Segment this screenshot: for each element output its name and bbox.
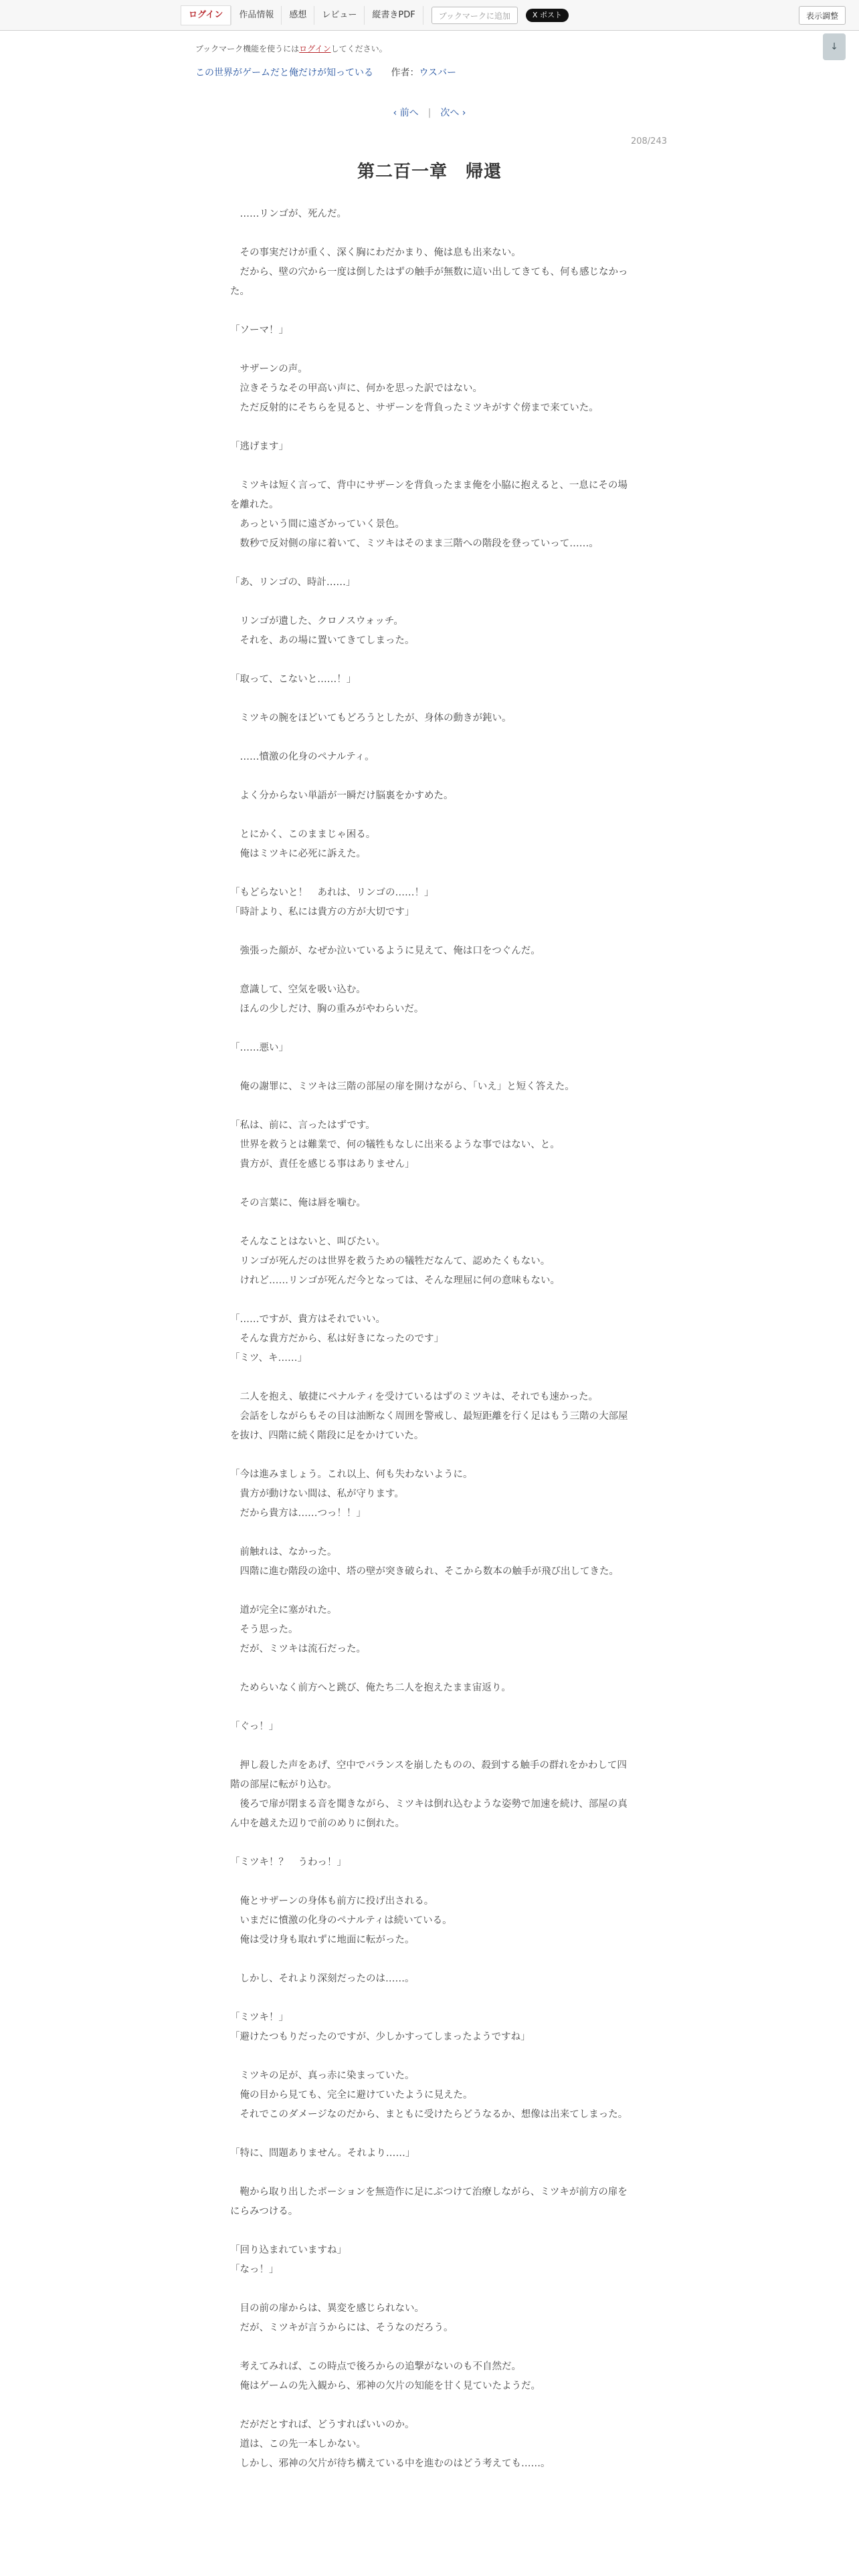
body-line: 「……悪い」 — [230, 1043, 288, 1053]
body-line: あっという間に遠ざかっていく景色。 — [230, 519, 405, 530]
body-line: 目の前の扉からは、異変を感じられない。 — [230, 2303, 424, 2314]
body-line: その言葉に、俺は唇を噛む。 — [230, 1198, 366, 1208]
body-line: ミツキの足が、真っ赤に染まっていた。 — [230, 2070, 415, 2081]
body-line: それを、あの場に置いてきてしまった。 — [230, 635, 415, 646]
body-line: だが、ミツキが言うからには、そうなのだろう。 — [230, 2323, 454, 2333]
body-line: 俺はゲームの先入観から、邪神の欠片の知能を甘く見ていたようだ。 — [230, 2381, 541, 2391]
body-line: それでこのダメージなのだから、まともに受けたらどうなるか、想像は出来てしまった。 — [230, 2109, 628, 2120]
body-line: 道は、この先一本しかない。 — [230, 2439, 366, 2450]
nav-work-info[interactable]: 作品情報 — [231, 6, 281, 25]
body-line: 俺の目から見ても、完全に避けていたように見えた。 — [230, 2090, 473, 2101]
body-line — [230, 922, 632, 942]
body-line: 「もどらないと！ あれは、リンゴの……！」 — [230, 887, 434, 898]
body-line: 「ミツキ！？ うわっ！」 — [230, 1857, 347, 1868]
body-line: 俺はミツキに必死に訴えた。 — [230, 849, 366, 859]
body-line: いまだに憤激の化身のペナルティは続いている。 — [230, 1915, 452, 1926]
body-line: 「ソーマ！」 — [230, 325, 288, 336]
body-line — [230, 1213, 632, 1232]
body-line — [230, 689, 632, 709]
next-chapter-link[interactable]: 次へ › — [440, 108, 466, 118]
body-line: サザーンの声。 — [230, 364, 308, 374]
body-line — [230, 1872, 632, 1892]
body-line: ……憤激の化身のペナルティ。 — [230, 752, 375, 762]
body-line: ミツキの腕をほどいてもどろうとしたが、身体の動きが鈍い。 — [230, 713, 512, 724]
body-line — [230, 1291, 632, 1310]
add-bookmark-button[interactable]: ブックマークに追加 — [432, 7, 518, 24]
body-line: ただ反射的にそちらを見ると、サザーンを背負ったミツキがすぐ傍まで来ていた。 — [230, 403, 599, 413]
body-line — [230, 1950, 632, 1969]
body-line: けれど……リンゴが死んだ今となっては、そんな理屈に何の意味もない。 — [230, 1275, 560, 1286]
body-line — [230, 1989, 632, 2008]
body-line — [230, 593, 632, 612]
body-line — [230, 864, 632, 883]
body-line: その事実だけが重く、深く胸にわだかまり、俺は息も出来ない。 — [230, 247, 521, 258]
x-post-button[interactable]: X ポスト — [526, 9, 569, 22]
body-line — [230, 1097, 632, 1116]
body-line: 道が完全に塞がれた。 — [230, 1605, 337, 1616]
body-line: そう思った。 — [230, 1624, 298, 1635]
body-line: 「ミツ、キ……」 — [230, 1353, 307, 1364]
body-line: だから貴方は……つっ！！」 — [230, 1508, 366, 1519]
body-line: ほんの少しだけ、胸の重みがやわらいだ。 — [230, 1004, 424, 1014]
body-line: 世界を救うとは難業で、何の犠牲もなしに出来るような事ではない、と。 — [230, 1140, 560, 1150]
body-line: 考えてみれば、この時点で後ろからの追撃がないのも不自然だ。 — [230, 2361, 521, 2372]
body-line — [230, 2125, 632, 2144]
body-line: 二人を抱え、敏捷にペナルティを受けているはずのミツキは、それでも速かった。 — [230, 1392, 598, 1402]
body-line: 後ろで扉が閉まる音を聞きながら、ミツキは倒れ込むような姿勢で加速を続け、部屋の真ん中を越えた辺りで前のめりに倒れた。 — [230, 1799, 628, 1829]
body-line — [230, 961, 632, 980]
body-line: 強張った顔が、なぜか泣いているように見えて、俺は口をつぐんだ。 — [230, 946, 541, 956]
body-line — [230, 1174, 632, 1194]
body-line: よく分からない単語が一瞬だけ脳裏をかすめた。 — [230, 790, 454, 801]
nav-vertical-pdf[interactable]: 縦書きPDF — [364, 6, 423, 25]
body-line: 俺は受け身も取れずに地面に転がった。 — [230, 1935, 415, 1945]
novel-body — [230, 205, 632, 2474]
body-line — [230, 806, 632, 825]
body-line: 「ミツキ！」 — [230, 2012, 288, 2023]
body-line: 貴方が動けない間は、私が守ります。 — [230, 1489, 404, 1499]
body-line — [230, 457, 632, 476]
body-line — [230, 2047, 632, 2066]
body-line: 前触れは、なかった。 — [230, 1547, 337, 1558]
body-line — [230, 2280, 632, 2299]
body-line: リンゴが死んだのは世界を救うための犠牲だなんて、認めたくもない。 — [230, 1256, 551, 1267]
body-line — [230, 1582, 632, 1601]
body-line: だが、ミツキは流石だった。 — [230, 1644, 366, 1654]
body-line: 俺とサザーンの身体も前方に投げ出される。 — [230, 1896, 434, 1907]
body-line — [230, 1368, 632, 1388]
body-line — [230, 1698, 632, 1717]
body-line: ためらいなく前方へと跳び、俺たち二人を抱えたまま宙返り。 — [230, 1683, 511, 1693]
body-line: 「今は進みましょう。これ以上、何も失わないように。 — [230, 1469, 473, 1480]
body-line: とにかく、このままじゃ困る。 — [230, 829, 376, 840]
pager-separator: | — [427, 108, 432, 118]
bookmark-login-notice — [195, 43, 387, 54]
notice-prefix: ブックマーク機能を使うには — [195, 44, 300, 53]
chapter-pager — [0, 106, 859, 119]
body-line: リンゴが遺した、クロノスウォッチ。 — [230, 616, 403, 627]
body-line: 「取って、こないと……！」 — [230, 674, 357, 685]
body-line: 泣きそうなその甲高い声に、何かを思った訳ではない。 — [230, 383, 482, 394]
nav-impressions[interactable]: 感想 — [281, 6, 314, 25]
body-line: 「時計より、私には貴方の方が大切です」 — [230, 907, 415, 918]
body-line — [230, 1058, 632, 1077]
body-line: ミツキは短く言って、背中にサザーンを背負ったまま俺を小脇に抱えると、一息にその場を離れた。 — [230, 480, 628, 510]
body-line: 「回り込まれていますね」 — [230, 2245, 347, 2256]
body-line — [230, 1659, 632, 1679]
arrow-down-icon: ↓ — [830, 41, 838, 52]
body-line: 数秒で反対側の扉に着いて、ミツキはそのまま三階への階段を登っていって……。 — [230, 538, 599, 549]
prev-chapter-link[interactable]: ‹ 前へ — [393, 108, 419, 118]
body-line: 「特に、問題ありません。それより……」 — [230, 2148, 415, 2159]
top-navigation-bar — [0, 0, 859, 31]
body-line: 「……ですが、貴方はそれでいい。 — [230, 1314, 385, 1325]
body-line: 俺の謝罪に、ミツキは三階の部屋の扉を開けながら、「いえ」と短く答えた。 — [230, 1081, 575, 1092]
author-label: 作者： — [391, 68, 419, 78]
body-line: ……リンゴが、死んだ。 — [230, 209, 347, 219]
body-line — [230, 2163, 632, 2183]
body-line — [230, 767, 632, 786]
work-info — [195, 66, 456, 79]
body-line — [230, 651, 632, 670]
scroll-down-button[interactable] — [823, 33, 846, 60]
body-line: 鞄から取り出したポーションを無造作に足にぶつけて治療しながら、ミツキが前方の扉をにらみつける。 — [230, 2187, 628, 2217]
body-line — [230, 2338, 632, 2357]
body-line: 意識して、空気を吸い込む。 — [230, 984, 366, 995]
body-line — [230, 224, 632, 243]
body-line: 会話をしながらもその目は油断なく周囲を警戒し、最短距離を行く足はもう三階の大部屋を抜け、四階に続く階段に足をかけていた。 — [230, 1411, 628, 1441]
notice-suffix: してください。 — [330, 44, 387, 53]
body-line: 「避けたつもりだったのですが、少しかすってしまったようですね」 — [230, 2032, 531, 2042]
body-line: 四階に進む階段の途中、塔の壁が突き破られ、そこから数本の触手が飛び出してきた。 — [230, 1566, 619, 1577]
body-line: しかし、それより深刻だったのは……。 — [230, 1973, 415, 1984]
body-line — [230, 1019, 632, 1039]
body-line: 「あ、リンゴの、時計……」 — [230, 577, 356, 588]
chapter-count: 208/243 — [630, 136, 667, 146]
body-line — [230, 728, 632, 748]
body-line: 「ぐっ！」 — [230, 1721, 279, 1732]
body-line — [230, 340, 632, 360]
display-settings-button[interactable]: 表示調整 — [799, 6, 846, 25]
body-line: だから、壁の穴から一度は倒したはずの触手が無数に這い出してきても、何も感じなかった。 — [230, 267, 628, 297]
nav-login[interactable]: ログイン — [181, 5, 231, 25]
body-line: 押し殺した声をあげ、空中でバランスを崩したものの、殺到する触手の群れをかわして四階の部屋に転がり込む。 — [230, 1760, 627, 1790]
nav-list — [181, 6, 569, 25]
body-line: そんな貴方だから、私は好きになったのです」 — [230, 1333, 444, 1344]
body-line — [230, 302, 632, 321]
work-title-link[interactable]: この世界がゲームだと俺だけが知っている — [195, 68, 373, 78]
nav-review[interactable]: レビュー — [314, 6, 364, 25]
body-line: 貴方が、責任を感じる事はありません」 — [230, 1159, 415, 1170]
body-line: だがだとすれば、どうすればいいのか。 — [230, 2420, 415, 2430]
body-line: 「逃げます」 — [230, 441, 288, 452]
body-line — [230, 1834, 632, 1853]
body-line — [230, 2222, 632, 2241]
body-line — [230, 1446, 632, 1465]
notice-login-link[interactable]: ログイン — [299, 44, 331, 53]
body-line: 「なっ！」 — [230, 2264, 279, 2275]
author-link[interactable]: ウスバー — [419, 68, 457, 78]
body-line: しかし、邪神の欠片が待ち構えている中を進むのはどう考えても……。 — [230, 2458, 551, 2469]
body-line: そんなことはないと、叫びたい。 — [230, 1237, 385, 1247]
chapter-title: 第二百一章 帰還 — [357, 162, 502, 182]
body-line — [230, 554, 632, 573]
body-line — [230, 1737, 632, 1756]
body-line — [230, 1523, 632, 1543]
body-line — [230, 418, 632, 437]
body-line — [230, 2396, 632, 2416]
body-line: 「私は、前に、言ったはずです。 — [230, 1120, 375, 1131]
